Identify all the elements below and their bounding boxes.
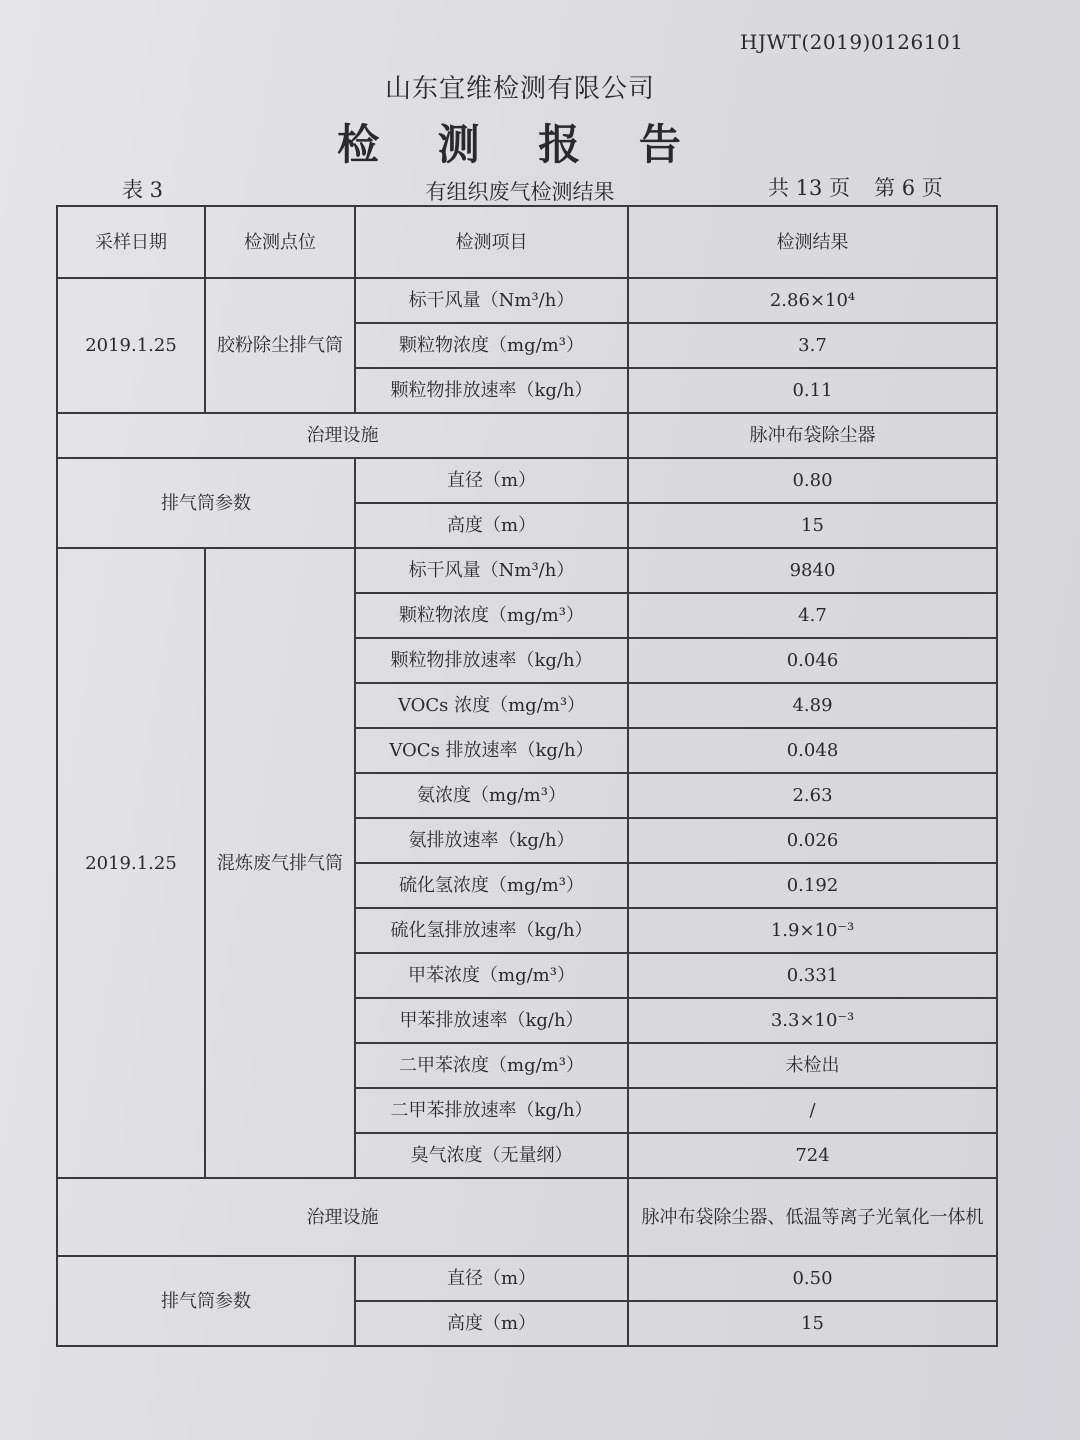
result-cell: 2.63 [628,773,997,818]
column-header-date: 采样日期 [57,206,205,278]
item-cell: 氨浓度（mg/m³） [355,773,628,818]
item-cell: 氨排放速率（kg/h） [355,818,628,863]
result-cell: 9840 [628,548,997,593]
item-cell: 高度（m） [355,503,628,548]
result-cell: 4.89 [628,683,997,728]
column-header-result: 检测结果 [628,206,997,278]
facility-value-cell: 脉冲布袋除尘器 [628,413,997,458]
result-cell: 0.11 [628,368,997,413]
item-cell: VOCs 排放速率（kg/h） [355,728,628,773]
page-info [768,172,943,202]
item-cell: 颗粒物浓度（mg/m³） [355,593,628,638]
result-cell: 2.86×10⁴ [628,278,997,323]
column-header-item: 检测项目 [355,206,628,278]
table-row [57,1256,997,1301]
result-cell: 0.331 [628,953,997,998]
item-cell: 颗粒物排放速率（kg/h） [355,368,628,413]
facility-value-cell: 脉冲布袋除尘器、低温等离子光氧化一体机 [628,1178,997,1256]
page-current: 第 6 页 [874,176,943,200]
item-cell: 颗粒物浓度（mg/m³） [355,323,628,368]
table-row [57,548,997,593]
company-name: 山东宜维检测有限公司 [384,74,655,104]
result-cell: 724 [628,1133,997,1178]
sampling-date-cell: 2019.1.25 [57,548,205,1178]
stack-params-label-cell: 排气筒参数 [57,1256,355,1346]
result-cell: 0.026 [628,818,997,863]
item-cell: 标干风量（Nm³/h） [355,278,628,323]
item-cell: 直径（m） [355,1256,628,1301]
sampling-date-cell: 2019.1.25 [57,278,205,413]
result-cell: 0.046 [628,638,997,683]
item-cell: 甲苯排放速率（kg/h） [355,998,628,1043]
result-cell: 15 [628,503,997,548]
report-title: 检 测 报 告 [337,120,703,169]
page-total: 共 13 页 [768,176,851,200]
result-cell: 4.7 [628,593,997,638]
result-cell: / [628,1088,997,1133]
result-cell: 1.9×10⁻³ [628,908,997,953]
item-cell: 直径（m） [355,458,628,503]
item-cell: 甲苯浓度（mg/m³） [355,953,628,998]
result-cell: 0.048 [628,728,997,773]
item-cell: 颗粒物排放速率（kg/h） [355,638,628,683]
item-cell: 硫化氢浓度（mg/m³） [355,863,628,908]
facility-label-cell: 治理设施 [57,413,628,458]
result-cell: 0.192 [628,863,997,908]
item-cell: 二甲苯浓度（mg/m³） [355,1043,628,1088]
item-cell: 二甲苯排放速率（kg/h） [355,1088,628,1133]
document-number: HJWT(2019)0126101 [740,30,964,54]
result-cell: 未检出 [628,1043,997,1088]
item-cell: VOCs 浓度（mg/m³） [355,683,628,728]
item-cell: 硫化氢排放速率（kg/h） [355,908,628,953]
stack-params-label-cell: 排气筒参数 [57,458,355,548]
result-cell: 3.3×10⁻³ [628,998,997,1043]
table-row [57,413,997,458]
result-cell: 0.80 [628,458,997,503]
item-cell: 标干风量（Nm³/h） [355,548,628,593]
table-header-row [57,206,997,278]
table-caption: 有组织废气检测结果 [425,180,615,204]
facility-label-cell: 治理设施 [57,1178,628,1256]
item-cell: 臭气浓度（无量纲） [355,1133,628,1178]
column-header-location: 检测点位 [205,206,355,278]
table-row [57,1178,997,1256]
table-row [57,458,997,503]
sampling-location-cell: 混炼废气排气筒 [205,548,355,1178]
sampling-location-cell: 胶粉除尘排气筒 [205,278,355,413]
result-cell: 15 [628,1301,997,1346]
table-row [57,278,997,323]
item-cell: 高度（m） [355,1301,628,1346]
results-table [56,205,998,1347]
result-cell: 0.50 [628,1256,997,1301]
table-label: 表 3 [122,178,164,202]
result-cell: 3.7 [628,323,997,368]
